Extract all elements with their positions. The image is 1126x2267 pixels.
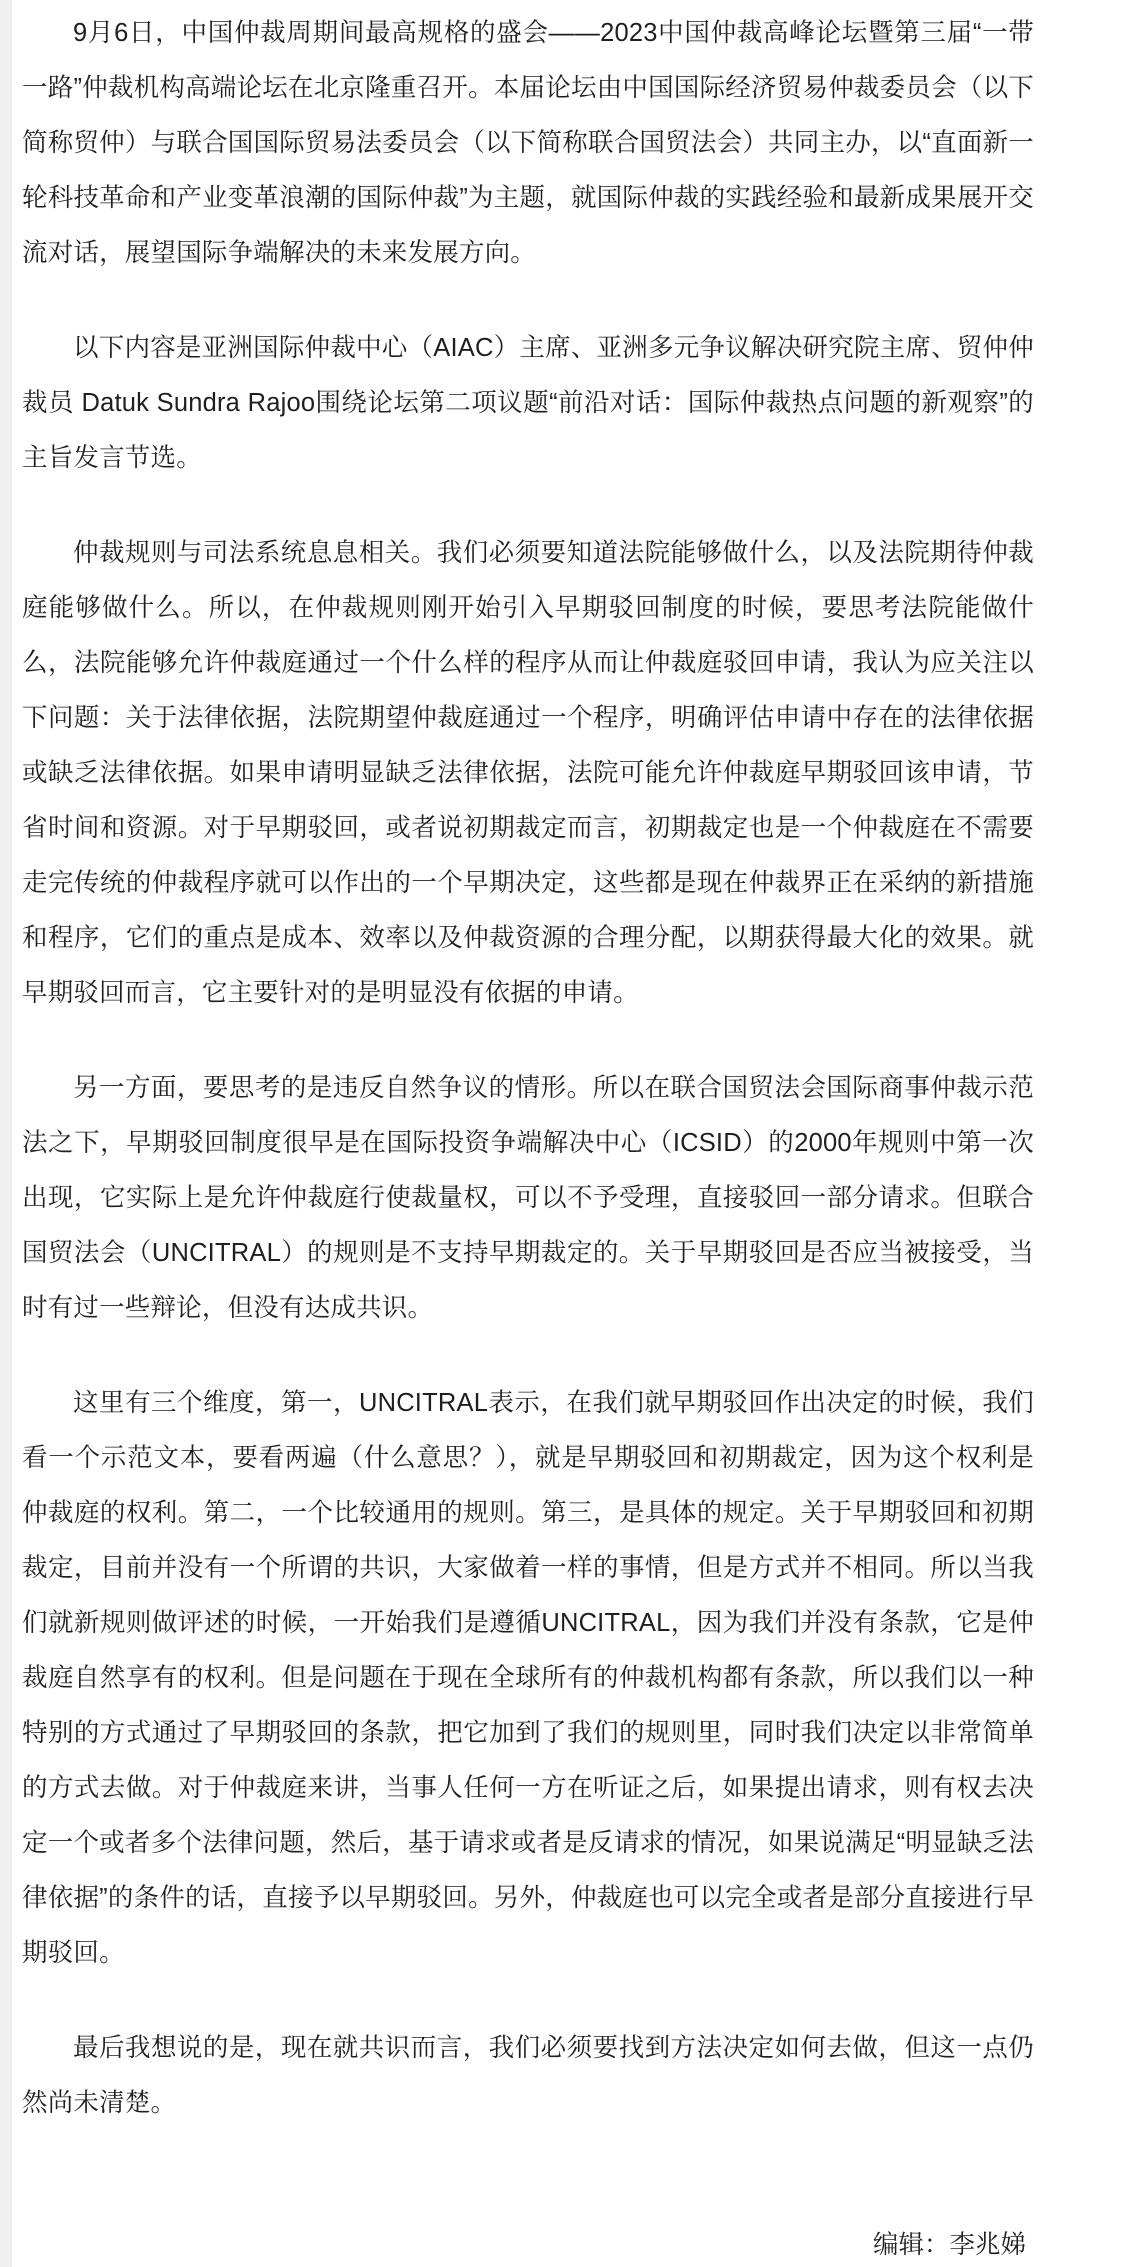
paragraph: 以下内容是亚洲国际仲裁中心（AIAC）主席、亚洲多元争议解决研究院主席、贸仲仲裁员 Datuk Sundra Rajoo围绕论坛第二项议题“前沿对话：国际仲裁热点问题的新观察”的主旨发言节选。 (22, 334, 1034, 472)
article-body (22, 0, 1034, 2131)
editor-credit: 编辑：李兆娣 (872, 2231, 1026, 2259)
paragraph: 这里有三个维度，第一，UNCITRAL表示，在我们就早期驳回作出决定的时候，我们看一个示范文本，要看两遍（什么意思？），就是早期驳回和初期裁定，因为这个权利是仲裁庭的权利。第二，一个比较通用的规则。第三，是具体的规定。关于早期驳回和初期裁定，目前并没有一个所谓的共识，大家做着一样的事情，但是方式并不相同。所以当我们就新规则做评述的时候，一开始我们是遵循UNCITRAL，因为我们并没有条款，它是仲裁庭自然享有的权利。但是问题在于现在全球所有的仲裁机构都有条款，所以我们以一种特别的方式通过了早期驳回的条款，把它加到了我们的规则里，同时我们决定以非常简单的方式去做。对于仲裁庭来讲，当事人任何一方在听证之后，如果提出请求，则有权去决定一个或者多个法律问题，然后，基于请求或者是反请求的情况，如果说满足“明显缺乏法律依据”的条件的话，直接予以早期驳回。另外，仲裁庭也可以完全或者是部分直接进行早期驳回。 (22, 1389, 1034, 1967)
paragraph: 最后我想说的是，现在就共识而言，我们必须要找到方法决定如何去做，但这一点仍然尚未清楚。 (22, 2034, 1034, 2117)
paragraph: 仲裁规则与司法系统息息相关。我们必须要知道法院能够做什么，以及法院期待仲裁庭能够做什么。所以，在仲裁规则刚开始引入早期驳回制度的时候，要思考法院能做什么，法院能够允许仲裁庭通过一个什么样的程序从而让仲裁庭驳回申请，我认为应关注以下问题：关于法律依据，法院期望仲裁庭通过一个程序，明确评估申请中存在的法律依据或缺乏法律依据。如果申请明显缺乏法律依据，法院可能允许仲裁庭早期驳回该申请，节省时间和资源。对于早期驳回，或者说初期裁定而言，初期裁定也是一个仲裁庭在不需要走完传统的仲裁程序就可以作出的一个早期决定，这些都是现在仲裁界正在采纳的新措施和程序，它们的重点是成本、效率以及仲裁资源的合理分配，以期获得最大化的效果。就早期驳回而言，它主要针对的是明显没有依据的申请。 (22, 539, 1034, 1007)
paragraph: 另一方面，要思考的是违反自然争议的情形。所以在联合国贸法会国际商事仲裁示范法之下，早期驳回制度很早是在国际投资争端解决中心（ICSID）的2000年规则中第一次出现，它实际上是允许仲裁庭行使裁量权，可以不予受理，直接驳回一部分请求。但联合国贸法会（UNCITRAL）的规则是不支持早期裁定的。关于早期驳回是否应当被接受，当时有过一些辩论，但没有达成共识。 (22, 1074, 1034, 1322)
paragraph: 9月6日，中国仲裁周期间最高规格的盛会——2023中国仲裁高峰论坛暨第三届“一带一路”仲裁机构高端论坛在北京隆重召开。本届论坛由中国国际经济贸易仲裁委员会（以下简称贸仲）与联合国国际贸易法委员会（以下简称联合国贸法会）共同主办，以“直面新一轮科技革命和产业变革浪潮的国际仲裁”为主题，就国际仲裁的实践经验和最新成果展开交流对话，展望国际争端解决的未来发展方向。 (22, 19, 1034, 267)
